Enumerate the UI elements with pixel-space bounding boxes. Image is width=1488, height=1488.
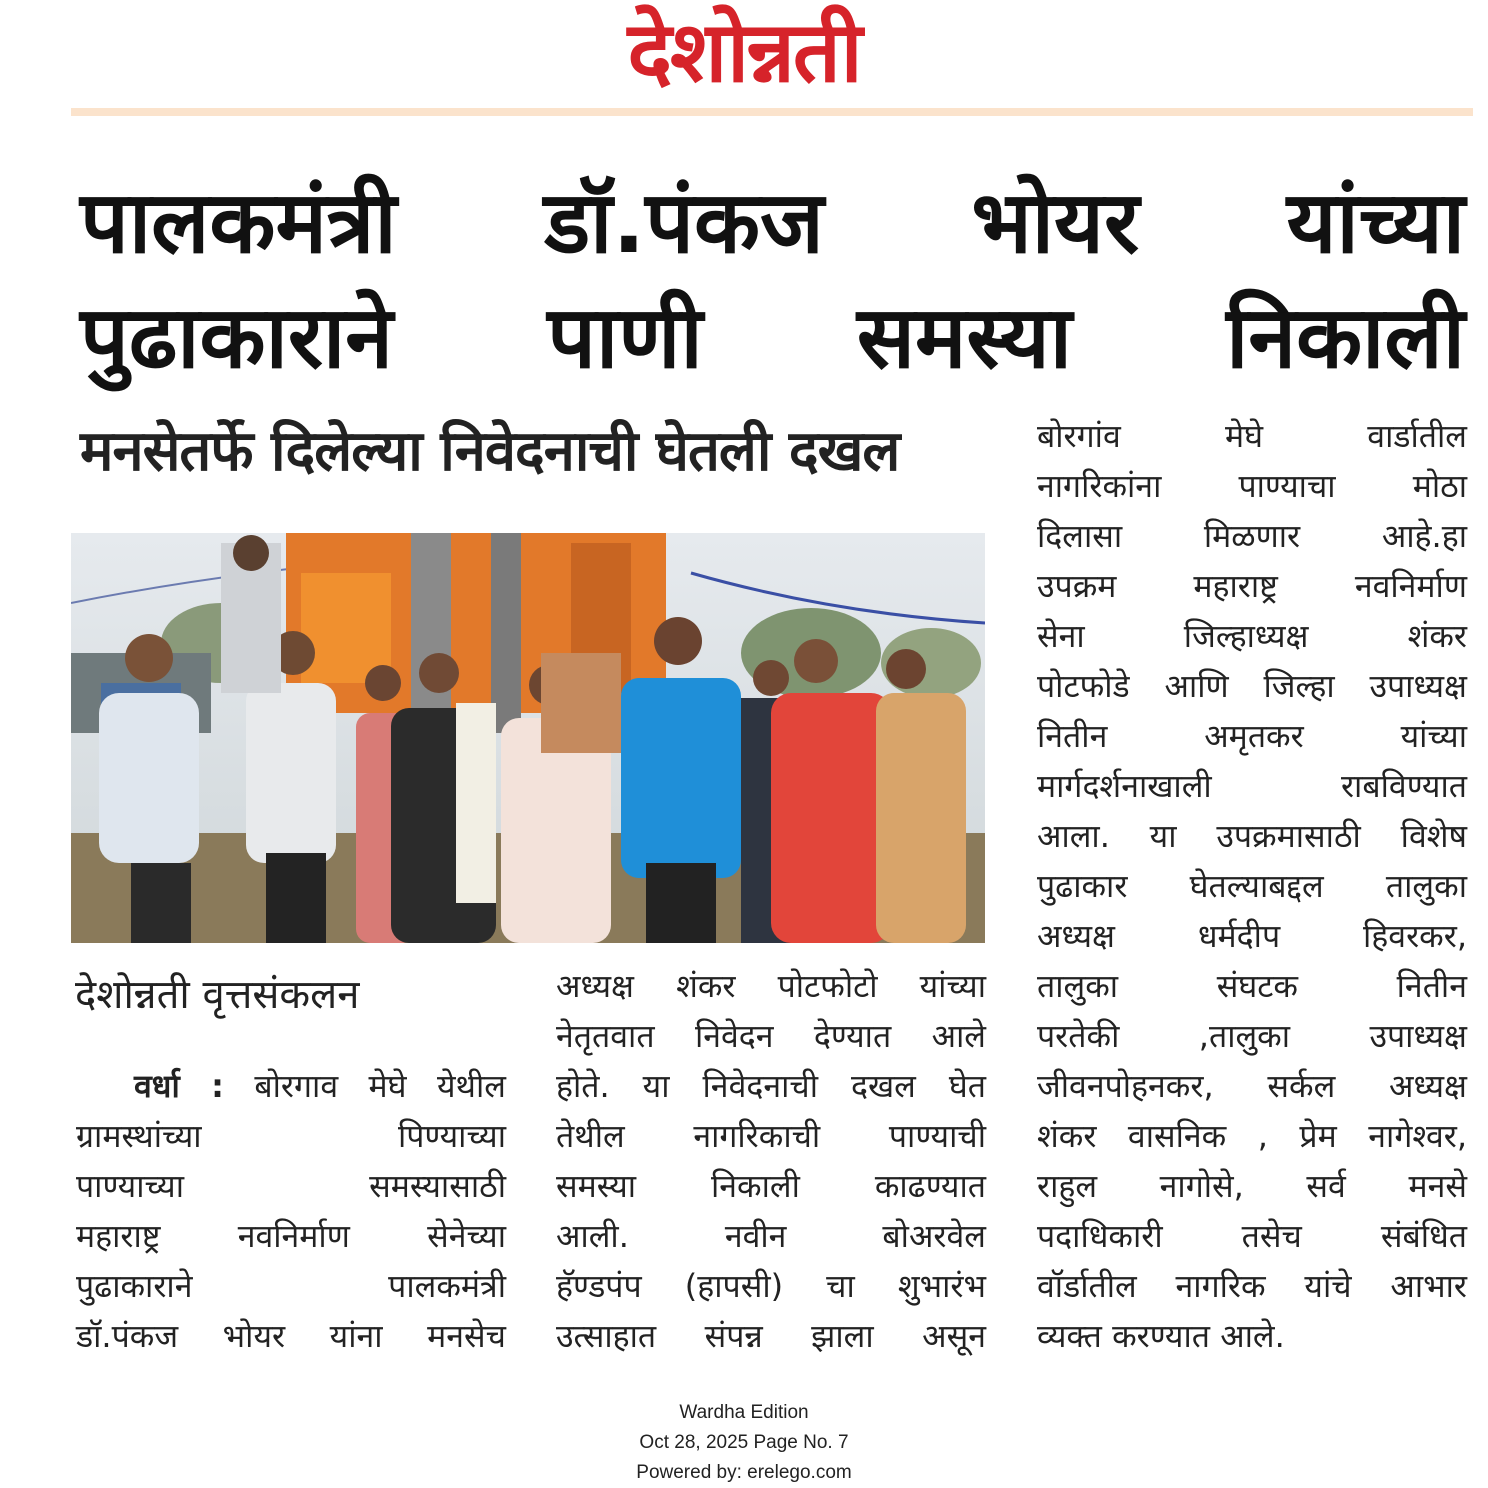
column-2-line: हॅण्डपंप (हापसी) चा शुभारंभ [556, 1267, 986, 1305]
column-3-line: सेना जिल्हाध्यक्ष शंकर [1037, 617, 1467, 655]
column-3-line: तालुका संघटक नितीन [1037, 967, 1467, 1005]
column-1-line: डॉ.पंकज भोयर यांना मनसेच [76, 1317, 506, 1355]
column-3-line: राहुल नागोसे, सर्व मनसे [1037, 1167, 1467, 1205]
column-3-line: पोटफोडे आणि जिल्हा उपाध्यक्ष [1037, 667, 1467, 705]
column-3-line: आला. या उपक्रमासाठी विशेष [1037, 817, 1467, 855]
news-photo [71, 533, 985, 943]
dateline-city: वर्धा : [134, 1067, 224, 1105]
article-column-2 [556, 961, 986, 1361]
date-page-label: Oct 28, 2025 Page No. 7 [639, 1432, 849, 1453]
column-3-line: नितीन अमृतकर यांच्या [1037, 717, 1467, 755]
column-3-line: बोरगांव मेघे वार्डातील [1037, 417, 1467, 455]
column-1-line-1 [76, 1061, 506, 1111]
column-3-line: व्यक्त करण्यात आले. [1037, 1317, 1285, 1355]
column-2-line: होते. या निवेदनाची दखल घेत [556, 1067, 986, 1105]
headline-line-2: पुढाकाराने पाणी समस्या निकाली [80, 288, 1465, 388]
column-3-line: अध्यक्ष धर्मदीप हिवरकर, [1037, 917, 1467, 955]
column-2-line: अध्यक्ष शंकर पोटफोटो यांच्या [556, 967, 986, 1005]
column-3-line: शंकर वासनिक , प्रेम नागेश्वर, [1037, 1117, 1467, 1155]
powered-by-label: Powered by: erelego.com [636, 1462, 852, 1483]
column-2-line: समस्या निकाली काढण्यात [556, 1167, 986, 1205]
column-3-line: पुढाकार घेतल्याबद्दल तालुका [1037, 867, 1467, 905]
masthead [0, 0, 1488, 108]
column-3-line: पदाधिकारी तसेच संबंधित [1037, 1217, 1467, 1255]
masthead-divider [71, 108, 1473, 116]
column-3-line: मार्गदर्शनाखाली राबविण्यात [1037, 767, 1467, 805]
column-1-line-1-text: बोरगाव मेघे येथील [223, 1067, 506, 1105]
group-photo-borewell-icon [71, 533, 985, 943]
column-1-line: पुढाकाराने पालकमंत्री [76, 1267, 506, 1305]
column-3-line: दिलासा मिळणार आहे.हा [1037, 517, 1467, 555]
column-3-line: उपक्रम महाराष्ट्र नवनिर्माण [1037, 567, 1467, 605]
column-2-line: आली. नवीन बोअरवेल [556, 1217, 986, 1255]
column-3-line: जीवनपोहनकर, सर्कल अध्यक्ष [1037, 1067, 1467, 1105]
article-column-1 [76, 1061, 506, 1361]
edition-label: Wardha Edition [679, 1402, 809, 1423]
article-column-3 [1037, 411, 1467, 1361]
dateline: देशोन्नती वृत्तसंकलन [75, 972, 360, 1018]
column-1-line: महाराष्ट्र नवनिर्माण सेनेच्या [76, 1217, 506, 1255]
headline-line-1: पालकमंत्री डॉ.पंकज भोयर यांच्या [80, 173, 1465, 273]
column-1-line: पाण्याच्या समस्यासाठी [76, 1167, 506, 1205]
column-3-line: नागरिकांना पाण्याचा मोठा [1037, 467, 1467, 505]
column-2-line: तेथील नागरिकाची पाण्याची [556, 1117, 986, 1155]
column-3-line: परतेकी ,तालुका उपाध्यक्ष [1037, 1017, 1467, 1055]
column-1-line: ग्रामस्थांच्या पिण्याच्या [76, 1117, 506, 1155]
column-2-line: उत्साहात संपन्न झाला असून [556, 1317, 986, 1355]
subheadline: मनसेतर्फे दिलेल्या निवेदनाची घेतली दखल [80, 419, 900, 484]
page-footer [544, 1398, 944, 1488]
newspaper-logo: देशोन्नती [627, 3, 861, 101]
column-2-line: नेतृतवात निवेदन देण्यात आले [556, 1017, 986, 1055]
column-3-line: वॉर्डातील नागरिक यांचे आभार [1037, 1267, 1467, 1305]
